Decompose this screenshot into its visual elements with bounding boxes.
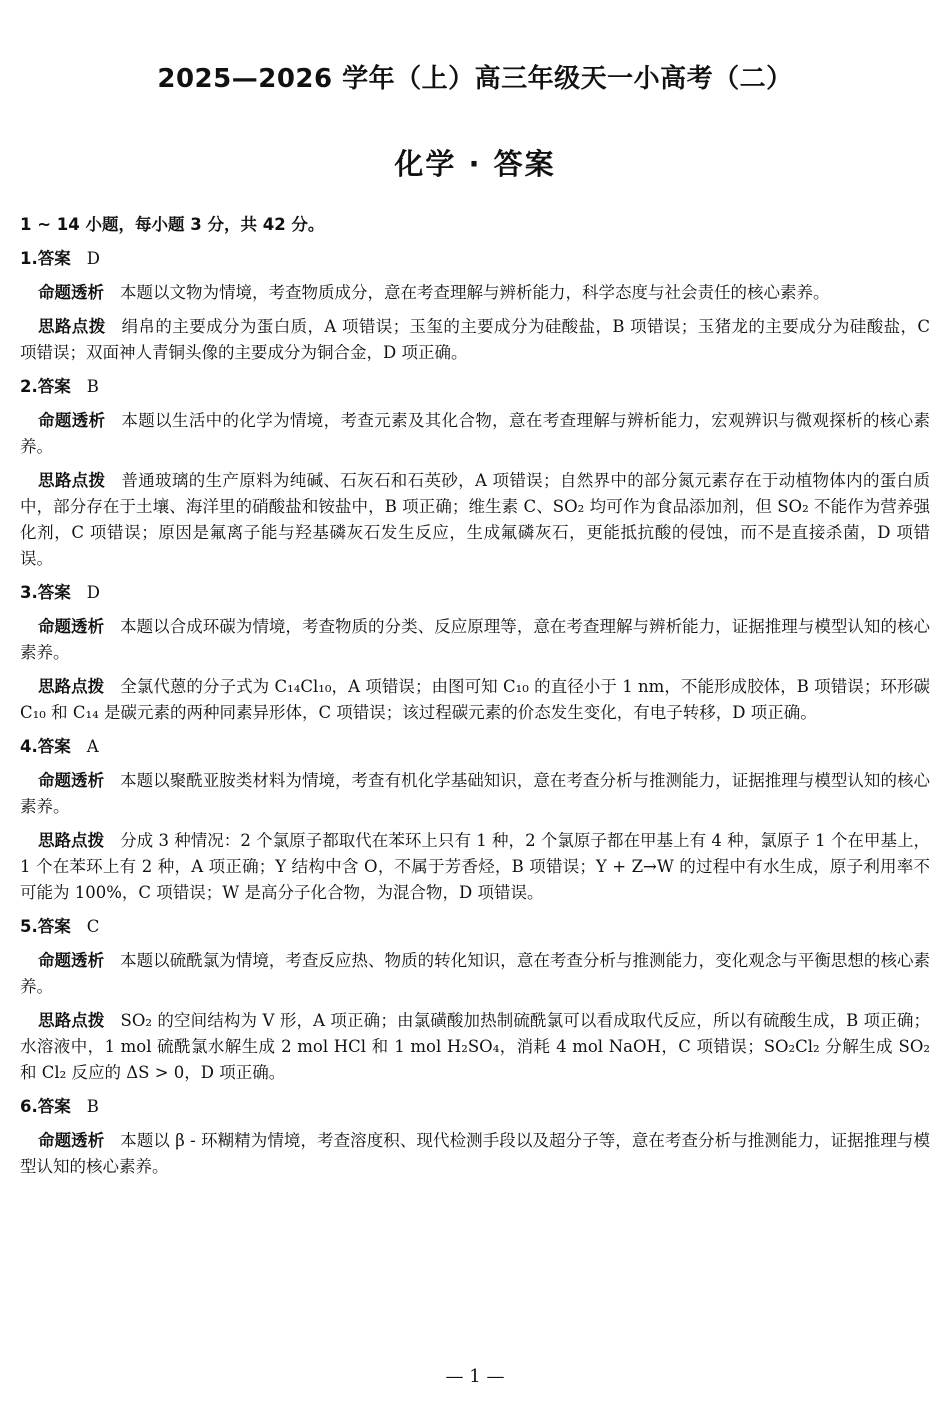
answer-label: 答案 [37,737,71,756]
analysis-label: 命题透析 [38,771,105,790]
page-title: 2025—2026 学年（上）高三年级天一小高考（二） [157,64,793,94]
answer-choice: B [86,1097,99,1116]
analysis-label: 命题透析 [38,283,104,302]
analysis-label: 命题透析 [38,617,105,636]
question-answer-line [20,1094,930,1120]
answer-content [20,212,930,1188]
hint-label: 思路点拨 [38,677,105,696]
question-block [20,734,930,906]
analysis-paragraph [20,614,930,666]
answer-choice: D [86,249,100,268]
analysis-text: 本题以硫酰氯为情境，考查反应热、物质的转化知识，意在考查分析与推测能力，变化观念与平衡思想的核心素养。 [20,951,931,996]
question-number: 6. [20,1097,38,1116]
question-number: 4. [20,737,38,756]
analysis-paragraph [20,768,930,820]
question-block [20,374,930,572]
question-answer-line [20,374,930,400]
answer-label: 答案 [37,249,71,268]
question-number: 2. [20,377,38,396]
hint-text: SO₂ 的空间结构为 V 形，A 项正确；由氯磺酸加热制硫酰氯可以看成取代反应，所以有硫酸生成，B 项正确；水溶液中，1 mol 硫酰氯水解生成 2 mol HCl 和 1 mol H₂SO₄，消耗 4 mol NaOH，C 项错误；SO₂Cl₂ 分解生成 SO₂ 和 Cl₂ 反应的 ΔS > 0，D 项正确。 [20,1011,930,1082]
hint-label: 思路点拨 [38,1011,105,1030]
analysis-label: 命题透析 [38,1131,105,1150]
answer-label: 答案 [37,377,71,396]
answer-choice: A [86,737,99,756]
hint-text: 全氯代蒽的分子式为 C₁₄Cl₁₀，A 项错误；由图可知 C₁₀ 的直径小于 1 nm，不能形成胶体，B 项错误；环形碳 C₁₀ 和 C₁₄ 是碳元素的两种同素异形体，C 项错误；该过程碳元素的价态发生变化，有电子转移，D 项正确。 [20,677,930,722]
question-answer-line [20,734,930,760]
question-answer-line [20,246,930,272]
answer-choice: B [86,377,99,396]
page-subtitle: 化学 · 答案 [394,147,556,181]
analysis-text: 本题以聚酰亚胺类材料为情境，考查有机化学基础知识，意在考查分析与推测能力，证据推理与模型认知的核心素养。 [20,771,931,816]
question-list [20,246,930,1180]
answer-choice: C [86,917,100,936]
analysis-text: 本题以文物为情境，考查物质成分，意在考查理解与辨析能力，科学态度与社会责任的核心素养。 [120,283,830,302]
analysis-paragraph [20,948,930,1000]
analysis-paragraph [20,1128,930,1180]
question-number: 5. [20,917,38,936]
hint-text: 普通玻璃的生产原料为纯碱、石灰石和石英砂，A 项错误；自然界中的部分氮元素存在于动植物体内的蛋白质中，部分存在于土壤、海洋里的硝酸盐和铵盐中，B 项正确；维生素 C、SO₂ 均可作为食品添加剂，但 SO₂ 不能作为营养强化剂，C 项错误；原因是氟离子能与羟基磷灰石发生反应，生成氟磷灰石，更能抵抗酸的侵蚀，而不是直接杀菌，D 项错误。 [20,471,930,568]
section-intro: 1 ~ 14 小题，每小题 3 分，共 42 分。 [20,215,325,234]
analysis-label: 命题透析 [38,951,105,970]
hint-paragraph [20,314,930,366]
question-block [20,914,930,1086]
question-number: 3. [20,583,38,602]
hint-paragraph [20,1008,930,1086]
hint-label: 思路点拨 [38,471,106,490]
question-answer-line [20,580,930,606]
question-answer-line [20,914,930,940]
hint-paragraph [20,828,930,906]
hint-text: 绢帛的主要成分为蛋白质，A 项错误；玉玺的主要成分为硅酸盐，B 项错误；玉猪龙的主要成分为硅酸盐，C 项错误；双面神人青铜头像的主要成分为铜合金，D 项正确。 [20,317,931,362]
analysis-text: 本题以 β - 环糊精为情境，考查溶度积、现代检测手段以及超分子等，意在考查分析与推测能力，证据推理与模型认知的核心素养。 [20,1131,930,1176]
analysis-paragraph [20,408,930,460]
analysis-text: 本题以生活中的化学为情境，考查元素及其化合物，意在考查理解与辨析能力，宏观辨识与微观探析的核心素养。 [20,411,931,456]
question-number: 1. [20,249,38,268]
question-block [20,246,930,366]
answer-label: 答案 [37,583,71,602]
analysis-text: 本题以合成环碳为情境，考查物质的分类、反应原理等，意在考查理解与辨析能力，证据推理与模型认知的核心素养。 [20,617,931,662]
hint-paragraph [20,468,930,572]
hint-text: 分成 3 种情况：2 个氯原子都取代在苯环上只有 1 种，2 个氯原子都在甲基上有 4 种，氯原子 1 个在甲基上，1 个在苯环上有 2 种，A 项正确；Y 结构中含 O，不属于芳香烃，B 项错误；Y + Z→W 的过程中有水生成，原子利用率不可能为 100%，C 项错误；W 是高分子化合物，为混合物，D 项错误。 [20,831,931,902]
answer-choice: D [86,583,100,602]
question-block [20,1094,930,1180]
hint-label: 思路点拨 [38,317,106,336]
hint-paragraph [20,674,930,726]
answer-label: 答案 [37,1097,71,1116]
question-block [20,580,930,726]
page-number: — 1 — [445,1366,505,1387]
analysis-label: 命题透析 [38,411,106,430]
answer-label: 答案 [37,917,71,936]
hint-label: 思路点拨 [38,831,105,850]
analysis-paragraph [20,280,930,306]
